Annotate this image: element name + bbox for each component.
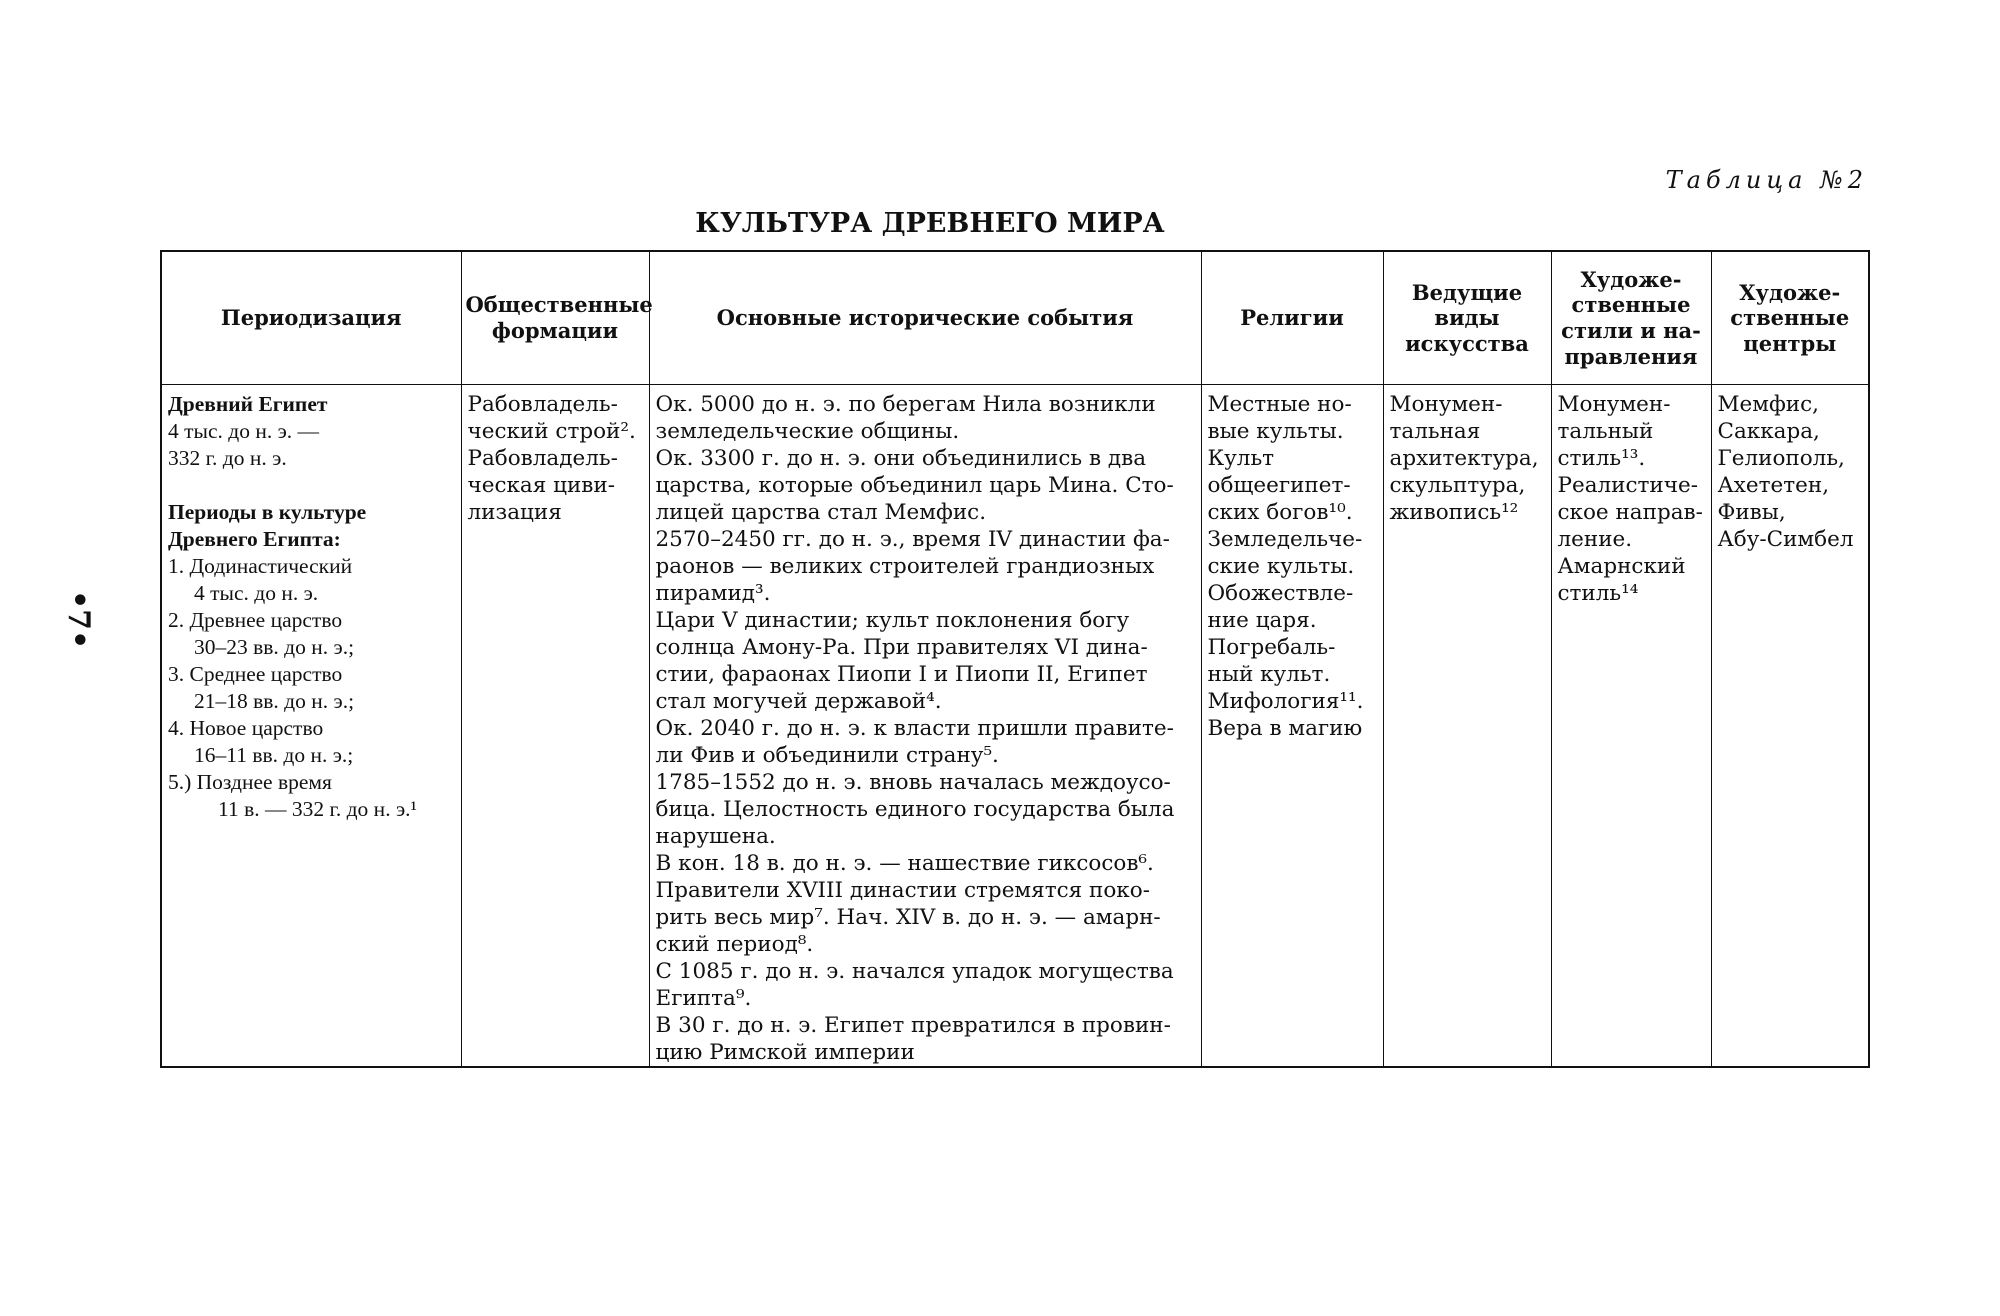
cell-periodization: [161, 385, 461, 1068]
cell-arts: Монумен- тальная архитектура, скульптура, живопись¹²: [1383, 385, 1551, 1068]
cell-religions: Местные но- вые культы. Культ общеегипет- ских богов¹⁰. Земледельче- ские культы. Обожествле- ние царя. Погребаль- ный культ. Мифология¹¹. Вера в магию: [1201, 385, 1383, 1068]
period-4-date: 16–11 вв. до н. э.;: [194, 743, 354, 767]
period-subheading-1: Периоды в культуре: [168, 500, 367, 524]
period-range-start: 4 тыс. до н. э. —: [168, 419, 320, 443]
period-5-date: 11 в. — 332 г. до н. э.¹: [218, 797, 417, 821]
cell-styles: Монумен- тальный стиль¹³. Реалистиче- ское направ- ление. Амарнский стиль¹⁴: [1551, 385, 1711, 1068]
header-centers: Художе-ственные центры: [1711, 251, 1869, 385]
period-3-name: 3. Среднее царство: [168, 662, 343, 686]
header-arts: Ведущие виды искусства: [1383, 251, 1551, 385]
table-row: [161, 385, 1869, 1068]
header-events: Основные исторические события: [649, 251, 1201, 385]
period-subheading-2: Древнего Египта:: [168, 527, 341, 551]
page-number: •7•: [61, 590, 96, 650]
period-3-date: 21–18 вв. до н. э.;: [194, 689, 355, 713]
period-2-name: 2. Древнее царство: [168, 608, 343, 632]
cell-events: Ок. 5000 до н. э. по берегам Нила возникли земледельческие общины. Ок. 3300 г. до н. э. они объединились в два царства, которые объединил царь Мина. Сто- лицей царства стал Мемфис. 2570–2450 гг. до н. э., время IV династии фа- раонов — великих строителей грандиозных пирамид³. Цари V династии; культ поклонения богу солнца Амону-Ра. При правителях VI дина- стии, фараонах Пиопи I и Пиопи II, Египет стал могучей державой⁴. Ок. 2040 г. до н. э. к власти пришли правите- ли Фив и объединили страну⁵. 1785–1552 до н. э. вновь началась междоусо- бица. Целостность единого государства была нарушена. В кон. 18 в. до н. э. — нашествие гиксосов⁶. Правители XVIII династии стремятся поко- рить весь мир⁷. Нач. XIV в. до н. э. — амарн- ский период⁸. С 1085 г. до н. э. начался упадок могущества Египта⁹. В 30 г. до н. э. Египет превратился в провин- цию Римской империи: [649, 385, 1201, 1068]
culture-table: [160, 250, 1870, 1068]
header-periodization: Периодизация: [161, 251, 461, 385]
cell-centers: Мемфис, Саккара, Гелиополь, Ахететен, Фивы, Абу-Симбел: [1711, 385, 1869, 1068]
header-row: [161, 251, 1869, 385]
spacer: [168, 472, 455, 499]
period-heading: Древний Египет: [168, 392, 328, 416]
page-title: КУЛЬТУРА ДРЕВНЕГО МИРА: [695, 208, 1165, 239]
header-formations: Общественные формации: [461, 251, 649, 385]
header-styles: Художе-ственные стили и на-правления: [1551, 251, 1711, 385]
period-2-date: 30–23 вв. до н. э.;: [194, 635, 355, 659]
period-5-name: 5.) Позднее время: [168, 770, 332, 794]
period-1-date: 4 тыс. до н. э.: [194, 581, 319, 605]
table-label: Таблица №2: [1665, 166, 1868, 194]
header-religions: Религии: [1201, 251, 1383, 385]
period-range-end: 332 г. до н. э.: [168, 446, 287, 470]
period-4-name: 4. Новое царство: [168, 716, 324, 740]
period-1-name: 1. Додинастический: [168, 554, 353, 578]
cell-formations: Рабовладель- ческий строй². Рабовладель- ческая циви- лизация: [461, 385, 649, 1068]
